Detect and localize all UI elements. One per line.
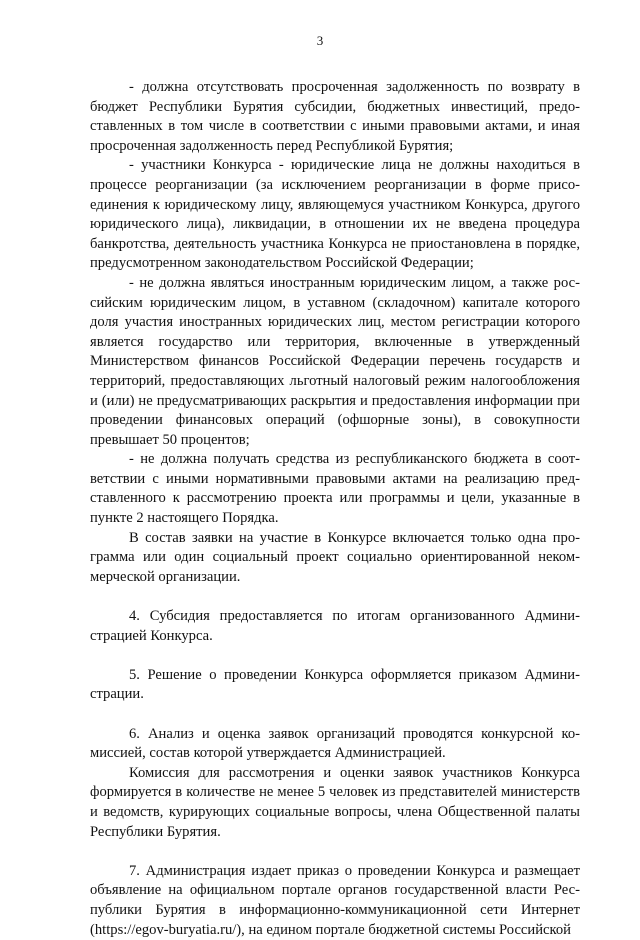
document-body xyxy=(90,78,580,940)
paragraph-reorganization-requirement: - участники Конкурса - юридические лица не должны находиться в процессе реорганизации (за исключением реорганизации в форме присоединения к юридическому лицу, являющемуся участником Конкурса, другого юридического лица), ликвидации, в отношении их не введена процедура банкротства, деятельность участника Конкурса не приостановлена в порядке, предусмотренном законодательством Российской Федерации; xyxy=(90,157,580,272)
paragraph-clause-4: 4. Субсидия предоставляется по итогам организованного Администрацией Конкурса. xyxy=(90,608,580,644)
paragraph-commission-composition: Комиссия для рассмотрения и оценки заявок участников Конкурса формируется в количестве не менее 5 человек из представителей министерств и ведомств, курирующих социальные вопросы, члена Общественной палаты Республики Бурятия. xyxy=(90,764,580,840)
paragraph-foreign-entity-requirement: - не должна являться иностранным юридическим лицом, а также российским юридическим лицом, в уставном (складочном) капитале которого доля участия иностранных юридических лиц, местом регистрации которого является государство или территория, включенные в утвержденный Министерством финансов Российской Федерации перечень государств и территорий, предоставляющих льготный налоговый режим налогообложения и (или) не предусматривающих раскрытия и предоставления информации при проведении финансовых операций (офшорные зоны), в совокупности превышает 50 процентов; xyxy=(90,274,580,448)
page-number: 3 xyxy=(316,33,324,48)
paragraph-clause-6: 6. Анализ и оценка заявок организаций проводятся конкурсной комиссией, состав которой утверждается Администрацией. xyxy=(90,725,580,762)
paragraph-budget-funds-requirement: - не должна получать средства из республиканского бюджета в соответствии с иными нормативными правовыми актами на реализацию представленного к рассмотрению проекта или программы и цели, указанные в пункте 2 настоящего Порядка. xyxy=(90,451,580,527)
paragraph-clause-5: 5. Решение о проведении Конкурса оформляется приказом Администрации. xyxy=(90,666,580,703)
paragraph-debt-requirement: - должна отсутствовать просроченная задолженность по возврату в бюджет Республики Бурятия субсидии, бюджетных инвестиций, предоставленных в том числе в соответствии с иными правовыми актами, и иная просроченная задолженность перед Республикой Бурятия; xyxy=(90,79,580,154)
paragraph-clause-7: 7. Администрация издает приказ о проведении Конкурса и размещает объявление на официальном портале органов государственной власти Республики Бурятия в информационно-коммуникационной сети Интернет (https://egov-buryatia.ru/), на едином портале бюджетной системы Российской xyxy=(90,862,580,938)
paragraph-application-composition: В состав заявки на участие в Конкурсе включается только одна программа или один социальный проект социально ориентированной некоммерческой организации. xyxy=(90,529,580,585)
